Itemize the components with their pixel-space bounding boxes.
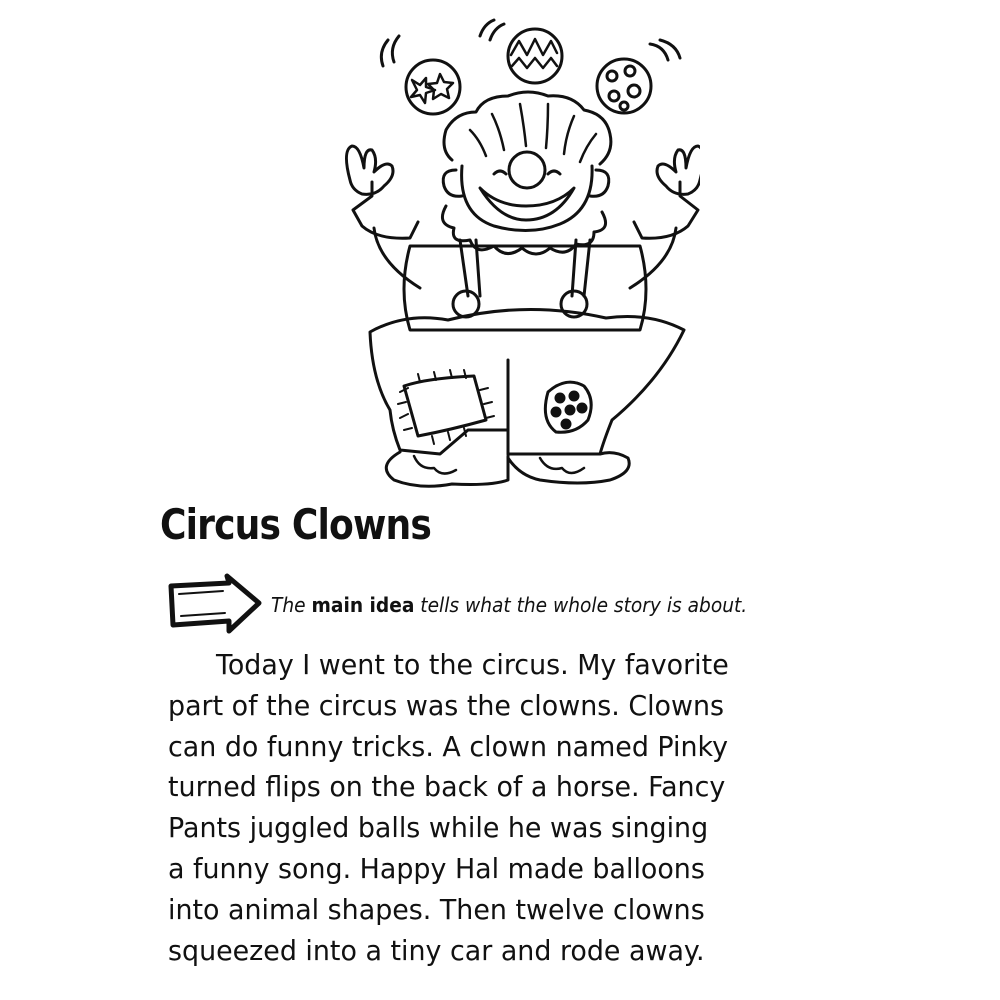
arrow-right-icon — [165, 573, 263, 635]
story-line: Pants juggled balls while he was singing — [168, 811, 709, 845]
star-ball-icon — [406, 60, 460, 114]
story-paragraph — [168, 645, 868, 971]
story-line: can do funny tricks. A clown named Pinky — [168, 729, 729, 763]
story-line: squeezed into a tiny car and rode away. — [168, 933, 705, 967]
motion-lines — [381, 20, 680, 66]
story-line: turned flips on the back of a horse. Fancy — [168, 770, 726, 804]
juggling-clown-illustration — [330, 18, 700, 500]
story-line: into animal shapes. Then twelve clowns — [168, 892, 705, 926]
dotted-ball-icon — [597, 59, 651, 113]
tip-text-after: tells what the whole story is about. — [414, 593, 748, 617]
tip-text-bold: main idea — [311, 593, 415, 617]
page-title: Circus Clowns — [160, 500, 432, 549]
main-idea-tip — [271, 593, 747, 617]
story-line: part of the circus was the clowns. Clowns — [168, 688, 725, 722]
zigzag-ball-icon — [508, 29, 562, 83]
story-line: Today I went to the circus. My favorite — [216, 648, 729, 681]
square-patch — [398, 370, 494, 444]
tip-text-before: The — [271, 593, 312, 617]
story-line: a funny song. Happy Hal made balloons — [168, 851, 705, 885]
round-patch — [545, 382, 591, 432]
